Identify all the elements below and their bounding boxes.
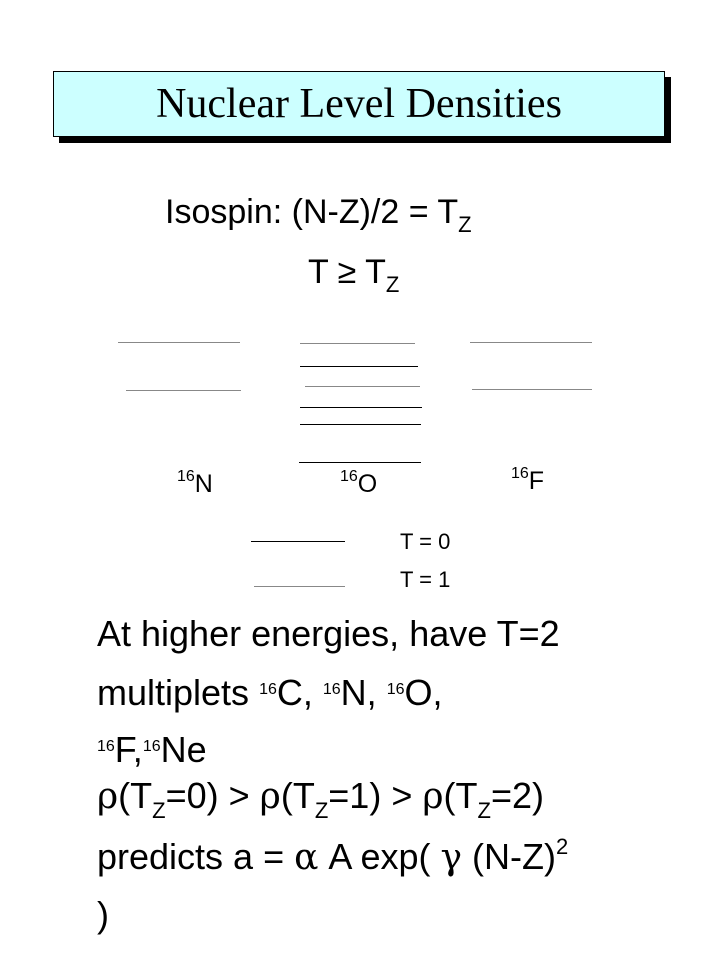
body-text: C, (276, 672, 323, 713)
level-16o-2 (300, 366, 418, 367)
body-text: (T (443, 775, 478, 816)
legend-label-t1: T = 1 (400, 567, 451, 592)
level-16o-5 (300, 424, 421, 425)
legend-line-t1 (254, 586, 345, 587)
mass-number: 16 (142, 738, 161, 755)
rho-symbol: ρ (422, 776, 444, 817)
body-text: (T (280, 775, 315, 816)
body-text: predicts a = (97, 836, 295, 877)
title-box (53, 71, 665, 137)
mass-number: 16 (322, 681, 341, 698)
nucleus-label-16o (340, 470, 377, 499)
closing-paren: ) (97, 894, 109, 935)
nucleus-label-16n (177, 470, 213, 499)
level-16o-6 (299, 462, 421, 463)
body-text: O, (404, 672, 443, 713)
legend-label-t0: T = 0 (400, 529, 451, 554)
nucleus-mass: 16 (340, 468, 358, 485)
level-16o-1 (300, 343, 415, 344)
alpha-symbol: α (294, 837, 319, 878)
body-text: A exp( (318, 836, 441, 877)
subscript: Z (477, 798, 491, 823)
body-line-1: At higher energies, have T=2 (97, 613, 560, 654)
level-16o-4 (300, 407, 422, 408)
body-text: =1) > (328, 775, 423, 816)
rho-symbol: ρ (97, 776, 119, 817)
nucleus-symbol: N (194, 470, 213, 498)
subscript: Z (152, 798, 166, 823)
body-text: F, (114, 729, 143, 770)
rho-symbol: ρ (259, 776, 281, 817)
level-16o-3 (305, 386, 420, 387)
level-16f-1 (470, 342, 592, 343)
prediction-formula (97, 826, 568, 889)
level-16n-1 (118, 342, 240, 343)
level-16n-2 (126, 390, 241, 391)
isospin-subscript: Z (458, 212, 472, 237)
body-text: N, (340, 672, 387, 713)
body-text: =0) > (165, 775, 260, 816)
legend-line-t0 (251, 541, 345, 542)
exponent: 2 (555, 834, 569, 859)
body-text: Ne (160, 729, 207, 770)
page-title: Nuclear Level Densities (156, 81, 562, 127)
mass-number: 16 (259, 681, 277, 698)
isospin-definition (165, 193, 472, 237)
mass-number: 16 (386, 681, 405, 698)
gamma-symbol: γ (440, 837, 462, 878)
nucleus-mass: 16 (177, 468, 195, 485)
body-line-2 (97, 662, 443, 724)
mass-number: 16 (97, 738, 115, 755)
density-inequality (97, 765, 544, 828)
body-text: (T (118, 775, 153, 816)
isospin-inequality (308, 253, 400, 297)
nucleus-label-16f (511, 467, 544, 496)
level-16f-2 (472, 389, 592, 390)
subscript: Z (314, 798, 329, 823)
nucleus-symbol: F (528, 467, 545, 495)
body-text: =2) (490, 775, 544, 816)
body-text: (N-Z) (462, 836, 556, 877)
nucleus-mass: 16 (511, 465, 529, 482)
isospin-definition-text: Isospin: (N-Z)/2 = T (165, 193, 459, 231)
isospin-inequality-text: T ≥ T (308, 253, 386, 291)
body-text: multiplets (97, 672, 260, 713)
nucleus-symbol: O (357, 470, 378, 498)
isospin-inequality-subscript: Z (385, 272, 400, 297)
